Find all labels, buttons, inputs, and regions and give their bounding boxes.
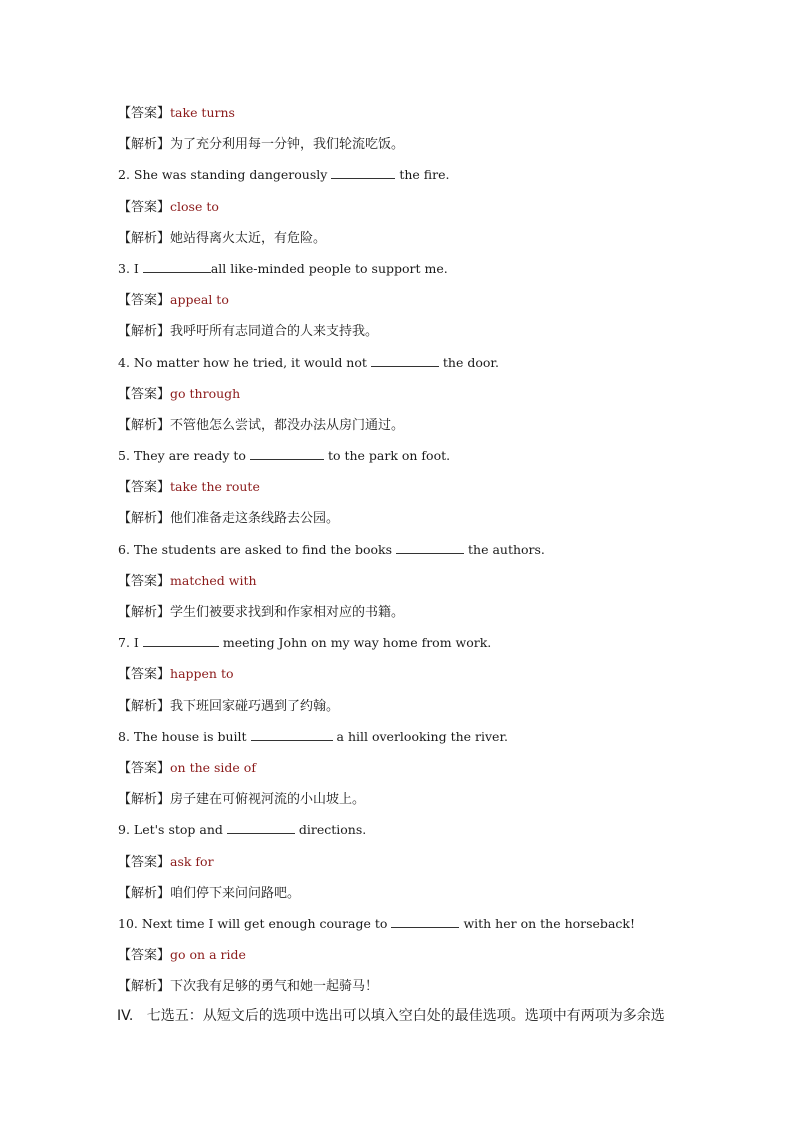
answer-blank [331,166,395,179]
analysis-label: 【解析】 [118,230,171,246]
question-text-before: 9. Let's stop and [118,822,223,838]
question-text-after: all like-minded people to support me. [210,260,448,276]
question-3 [118,253,678,284]
question-10 [118,908,678,939]
analysis-text: 我呼吁所有志同道合的人来支持我。 [170,324,379,340]
analysis-line-8 [118,783,678,814]
question-text-before: 3. I [118,260,139,276]
question-5 [118,440,678,471]
answer-label: 【答案】 [118,854,171,870]
question-text-before: 5. They are ready to [118,448,246,464]
question-7 [118,627,678,658]
analysis-line-1 [118,128,678,159]
analysis-label: 【解析】 [118,979,171,995]
answer-text: go through [170,385,241,401]
analysis-label: 【解析】 [118,511,171,527]
analysis-label: 【解析】 [118,137,171,153]
question-text-after: a hill overlooking the river. [336,728,509,744]
analysis-text: 不管他怎么尝试，都没办法从房门通过。 [170,417,405,433]
answer-blank [391,915,459,928]
question-text-before: 10. Next time I will get enough courage to [118,915,388,931]
answer-line-3 [118,284,678,315]
analysis-label: 【解析】 [118,605,171,620]
analysis-line-7 [118,690,678,721]
answer-line-5 [118,471,678,502]
answer-blank [251,728,333,741]
analysis-line-10 [118,970,678,1001]
answer-label: 【答案】 [118,106,171,121]
section-instructions: 七选五：从短文后的选项中选出可以填入空白处的最佳选项。选项中有两项为多余选 [146,1008,665,1025]
analysis-text: 房子建在可俯视河流的小山坡上。 [170,792,366,808]
question-2 [118,159,678,190]
analysis-line-4 [118,409,678,440]
analysis-label: 【解析】 [118,324,171,340]
analysis-text: 我下班回家碰巧遇到了约翰。 [170,698,340,714]
question-6 [118,534,678,565]
question-text-before: 4. No matter how he tried, it would not [118,354,367,370]
analysis-line-2 [118,222,678,253]
analysis-line-5 [118,502,678,533]
answer-blank [143,260,211,273]
question-9 [118,814,678,845]
answer-text: on the side of [170,759,256,775]
question-text-after: to the park on foot. [327,448,451,464]
answer-blank [250,447,324,460]
analysis-text: 学生们被要求找到和作家相对应的书籍。 [170,605,405,620]
question-text-before: 2. She was standing dangerously [118,167,328,183]
question-text-before: 7. I [118,635,139,651]
answer-line-1 [118,97,678,128]
analysis-line-3 [118,315,678,346]
answer-line-8 [118,752,678,783]
question-text-after: the door. [442,354,499,370]
answer-blank [396,541,464,554]
answer-text: close to [170,198,219,214]
answer-text: appeal to [170,292,229,308]
answer-blank [371,354,439,367]
answer-label: 【答案】 [118,573,171,589]
answer-line-10 [118,939,678,970]
exercise-content [118,97,678,1033]
analysis-text: 他们准备走这条线路去公园。 [170,511,340,527]
answer-text: take the route [170,479,260,495]
answer-blank [143,634,219,647]
answer-line-6 [118,565,678,596]
answer-line-2 [118,191,678,222]
answer-text: matched with [170,572,257,588]
question-text-before: 8. The house is built [118,728,247,744]
answer-line-4 [118,378,678,409]
answer-label: 【答案】 [118,293,171,309]
answer-label: 【答案】 [118,386,171,402]
question-text-after: with her on the horseback! [463,915,635,931]
answer-text: happen to [170,666,234,682]
analysis-text: 咱们停下来问问路吧。 [170,885,301,901]
analysis-label: 【解析】 [118,417,171,433]
question-text-after: directions. [298,822,367,838]
question-text-after: meeting John on my way home from work. [222,635,492,651]
section-heading [117,1001,678,1032]
analysis-label: 【解析】 [118,698,171,714]
analysis-text: 她站得离火太近，有危险。 [170,230,327,246]
answer-label: 【答案】 [118,760,171,776]
section-number: IV. [117,1008,134,1025]
answer-label: 【答案】 [118,667,171,683]
analysis-line-6 [118,596,678,627]
analysis-line-9 [118,877,678,908]
answer-label: 【答案】 [118,948,171,964]
question-4 [118,347,678,378]
question-text-after: the authors. [468,541,545,557]
answer-label: 【答案】 [118,480,171,496]
question-text-after: the fire. [399,167,450,183]
answer-line-9 [118,846,678,877]
question-8 [118,721,678,752]
analysis-label: 【解析】 [118,885,171,901]
analysis-text: 下次我有足够的勇气和她一起骑马！ [170,979,379,995]
question-text-before: 6. The students are asked to find the books [118,541,392,557]
answer-line-7 [118,658,678,689]
answer-text: ask for [170,853,214,869]
answer-text: go on a ride [170,947,246,963]
analysis-text: 为了充分利用每一分钟，我们轮流吃饭。 [170,137,405,153]
answer-blank [227,821,295,834]
analysis-label: 【解析】 [118,792,171,808]
answer-text: take turns [170,105,235,120]
answer-label: 【答案】 [118,199,171,215]
